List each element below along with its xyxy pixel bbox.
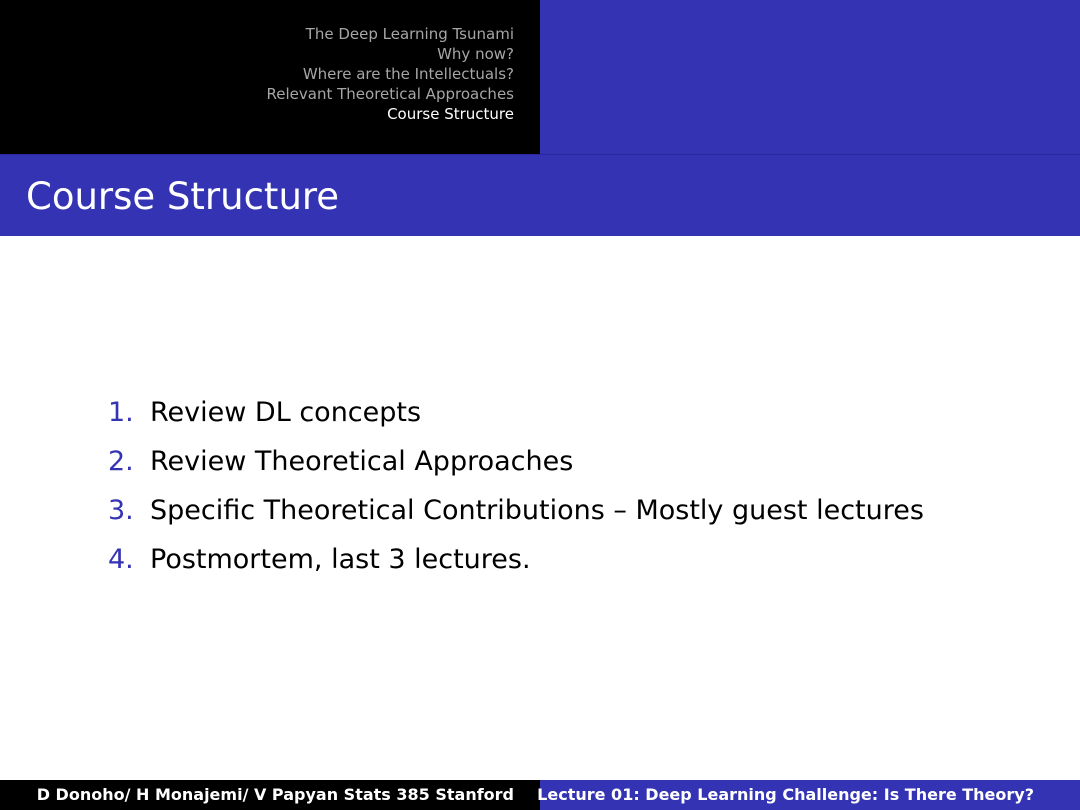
list-item <box>108 437 924 486</box>
footer-lecture-title: Lecture 01: Deep Learning Challenge: Is There Theory? <box>537 785 1034 804</box>
list-item-number: 3. <box>108 495 134 526</box>
footer-authors: D Donoho/ H Monajemi/ V Papyan Stats 385 Stanford <box>36 785 514 804</box>
nav-item-theoretical-approaches[interactable]: Relevant Theoretical Approaches <box>266 85 514 103</box>
frame-content <box>0 236 1080 780</box>
page-title: Course Structure <box>26 175 340 218</box>
list-item-text: Postmortem, last 3 lectures. <box>150 544 531 575</box>
list-item-text: Review Theoretical Approaches <box>150 446 574 477</box>
list-item <box>108 535 924 584</box>
list-item-text: Review DL concepts <box>150 397 422 428</box>
list-item <box>108 388 924 437</box>
list-item <box>108 486 924 535</box>
nav-item-why-now[interactable]: Why now? <box>437 45 514 63</box>
header-blank-panel <box>540 0 1080 154</box>
list-item-number: 2. <box>108 446 134 477</box>
nav-item-deep-learning-tsunami[interactable]: The Deep Learning Tsunami <box>305 25 514 43</box>
section-navigation <box>267 24 514 124</box>
list-item-number: 4. <box>108 544 134 575</box>
list-item-number: 1. <box>108 397 134 428</box>
header-section-panel <box>0 0 540 154</box>
footer-lecture-panel <box>537 780 1080 810</box>
enumerated-list <box>108 388 924 584</box>
nav-item-intellectuals[interactable]: Where are the Intellectuals? <box>302 65 514 83</box>
footer-authors-panel <box>0 780 540 810</box>
list-item-text: Specific Theoretical Contributions – Mostly guest lectures <box>150 495 924 526</box>
nav-item-course-structure[interactable]: Course Structure <box>387 105 514 123</box>
frame-title-bar <box>0 154 1080 236</box>
